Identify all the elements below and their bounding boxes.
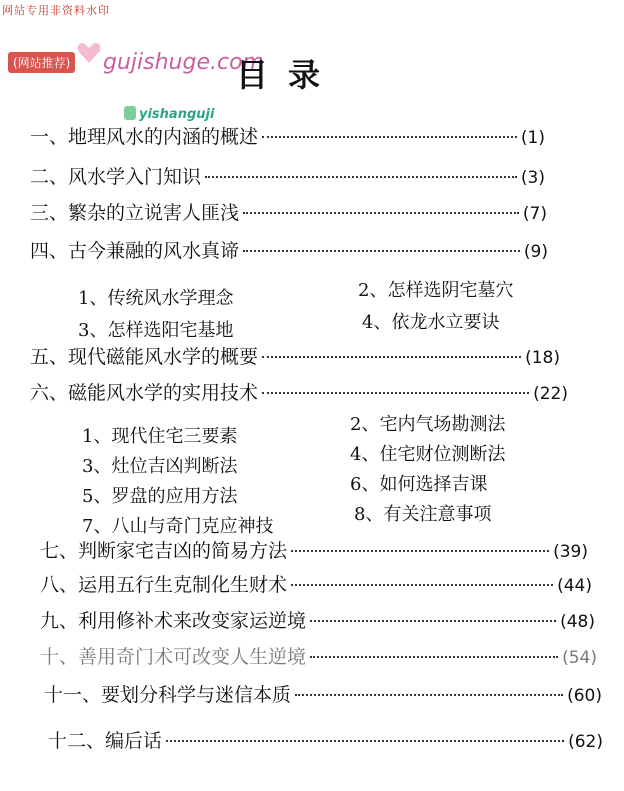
heart-icon <box>76 40 102 66</box>
watermark-top: 网站专用非资料水印 <box>2 4 110 17</box>
toc-entry-label: 八、运用五行生克制化生财术 <box>40 574 288 596</box>
toc-entry-label: 十、善用奇门术可改变人生逆境 <box>40 646 307 668</box>
toc-entry-page: (39) <box>553 542 588 562</box>
subitem: 5、罗盘的应用方法 <box>82 486 238 507</box>
toc-entry-page: (3) <box>520 168 545 188</box>
toc-entry-page: (7) <box>522 204 547 224</box>
toc-entry <box>30 162 545 192</box>
subitem: 3、灶位吉凶判断法 <box>82 456 238 477</box>
subitem: 4、依龙水立要诀 <box>362 312 500 333</box>
subitem: 1、传统风水学理念 <box>78 288 234 309</box>
toc-entry-page: (48) <box>560 612 595 632</box>
toc-entry-page: (22) <box>533 384 568 404</box>
site-badge: (网站推荐) <box>8 52 75 73</box>
toc-leader <box>243 250 520 252</box>
sub-watermark-text: yishanguji <box>139 107 215 122</box>
site-watermark: gujishuge.com <box>103 50 264 75</box>
toc-entry-label: 六、磁能风水学的实用技术 <box>30 382 259 404</box>
toc-entry <box>48 726 603 756</box>
toc-entry-label: 十二、编后话 <box>48 730 163 752</box>
toc-entry <box>30 198 547 228</box>
subitem: 6、如何选择吉课 <box>350 474 488 495</box>
toc-entry <box>40 536 588 566</box>
subitem: 3、怎样选阳宅基地 <box>78 320 234 341</box>
page-title: 目录 <box>236 56 341 94</box>
toc-entry <box>30 378 568 408</box>
toc-leader <box>295 694 563 696</box>
subitem: 2、宅内气场勘测法 <box>350 414 506 435</box>
toc-entry-page: (18) <box>525 348 560 368</box>
toc-entry-label: 三、繁杂的立说害人匪浅 <box>30 202 240 224</box>
subitem: 1、现代住宅三要素 <box>82 426 238 447</box>
toc-leader <box>262 356 521 358</box>
toc-entry <box>30 122 545 152</box>
toc-leader <box>291 550 549 552</box>
toc-leader <box>262 392 529 394</box>
toc-leader <box>243 212 519 214</box>
toc-entry-page: (44) <box>557 576 592 596</box>
toc-entry <box>40 606 595 636</box>
toc-entry-label: 九、利用修补术来改变家运逆境 <box>40 610 307 632</box>
toc-entry-label: 十一、要划分科学与迷信本质 <box>44 684 292 706</box>
toc-entry-label: 一、地理风水的内涵的概述 <box>30 126 259 148</box>
toc-leader <box>291 584 553 586</box>
toc-entry-label: 五、现代磁能风水学的概要 <box>30 346 259 368</box>
toc-entry-page: (62) <box>568 732 603 752</box>
subitem: 2、怎样选阴宅墓穴 <box>358 280 514 301</box>
frog-icon <box>124 106 136 120</box>
toc-leader <box>262 136 517 138</box>
toc-leader <box>310 620 556 622</box>
toc-entry-page: (60) <box>567 686 602 706</box>
subitem: 4、住宅财位测断法 <box>350 444 506 465</box>
toc-entry-label: 七、判断家宅吉凶的简易方法 <box>40 540 288 562</box>
toc-entry-page: (54) <box>562 648 597 668</box>
toc-entry-label: 二、风水学入门知识 <box>30 166 202 188</box>
subitem: 8、有关注意事项 <box>354 504 492 525</box>
toc-entry <box>30 236 548 266</box>
toc-leader <box>166 740 564 742</box>
toc-entry-page: (9) <box>523 242 548 262</box>
toc-entry <box>40 642 597 672</box>
sub-watermark <box>124 106 214 122</box>
toc-leader <box>310 656 558 658</box>
toc-leader <box>205 176 517 178</box>
toc-entry-label: 四、古今兼融的风水真谛 <box>30 240 240 262</box>
toc-entry-page: (1) <box>520 128 545 148</box>
toc-entry <box>30 342 560 372</box>
subitem: 7、八山与奇门克应神技 <box>82 516 274 537</box>
toc-entry <box>40 570 592 600</box>
toc-entry <box>44 680 602 710</box>
